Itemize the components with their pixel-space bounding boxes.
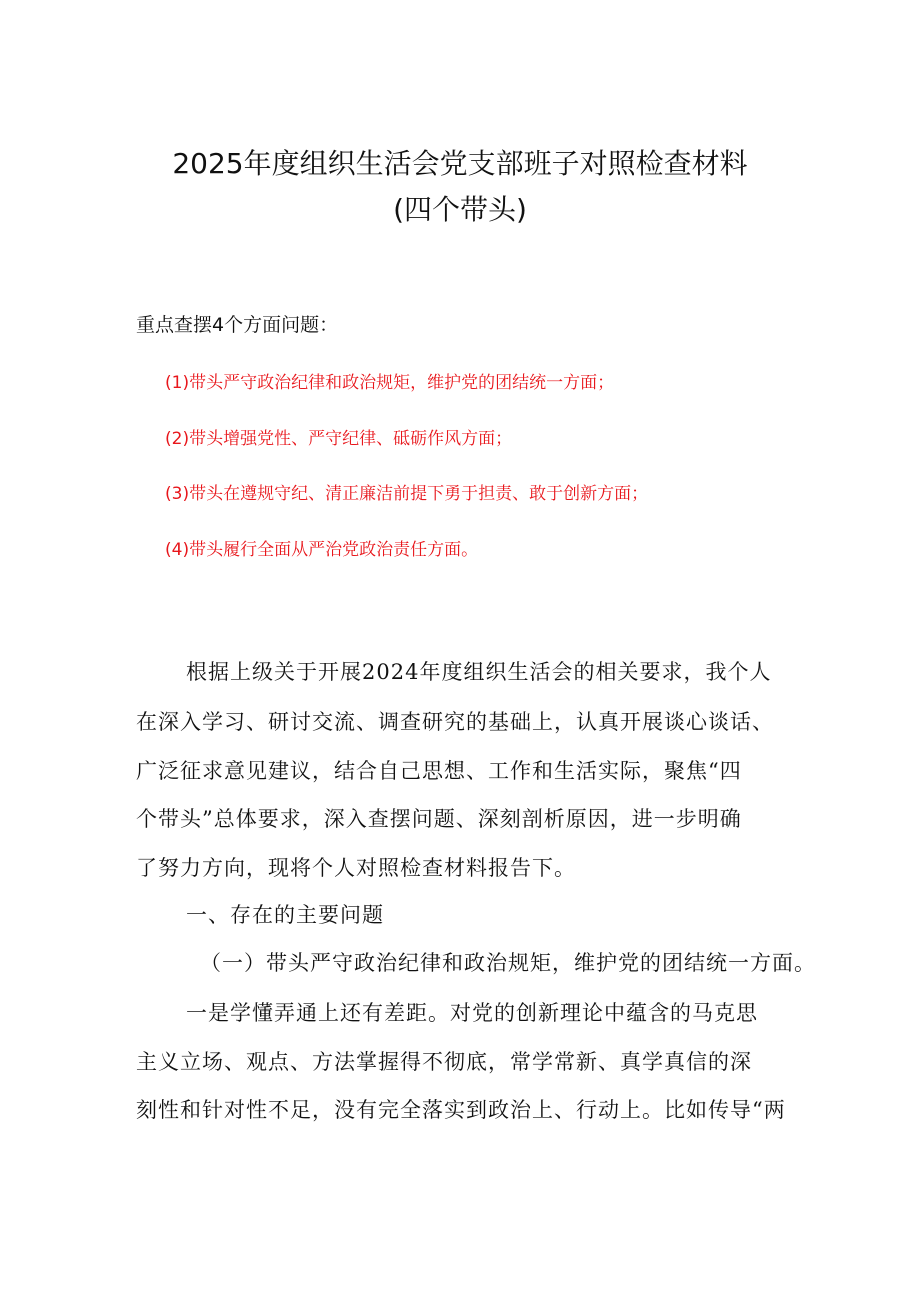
section-heading: 一、存在的主要问题 (186, 903, 384, 927)
body-paragraph-line: 根据上级关于开展2024年度组织生活会的相关要求，我个人 (186, 660, 772, 684)
body-paragraph-line: 了努力方向，现将个人对照检查材料报告下。 (136, 856, 576, 880)
body-paragraph-line: 主义立场、观点、方法掌握得不彻底，常学常新、真学真信的深 (136, 1050, 752, 1074)
focus-item-3: (3)带头在遵规守纪、清正廉洁前提下勇于担责、敢于创新方面； (165, 484, 649, 504)
focus-item-1: (1)带头严守政治纪律和政治规矩，维护党的团结统一方面； (165, 373, 615, 393)
body-paragraph-line: 广泛征求意见建议，结合自己思想、工作和生活实际，聚焦“四 (136, 759, 742, 783)
body-paragraph-line: 刻性和针对性不足，没有完全落实到政治上、行动上。比如传导“两 (136, 1098, 786, 1122)
document-title: 2025年度组织生活会党支部班子对照检查材料 (172, 147, 748, 180)
document-subtitle: (四个带头) (393, 193, 527, 226)
subsection-heading: （一）带头严守政治纪律和政治规矩，维护党的团结统一方面。 (200, 951, 816, 975)
focus-item-2: (2)带头增强党性、严守纪律、砥砺作风方面； (165, 429, 513, 449)
lead-text: 重点查摆4个方面问题： (136, 314, 339, 336)
focus-item-4: (4)带头履行全面从严治党政治责任方面。 (165, 540, 479, 560)
body-paragraph-line: 个带头”总体要求，深入查摆问题、深刻剖析原因，进一步明确 (136, 807, 742, 831)
body-paragraph-line: 在深入学习、研讨交流、调查研究的基础上，认真开展谈心谈话、 (136, 710, 774, 734)
body-paragraph-line: 一是学懂弄通上还有差距。对党的创新理论中蕴含的马克思 (186, 1001, 758, 1025)
